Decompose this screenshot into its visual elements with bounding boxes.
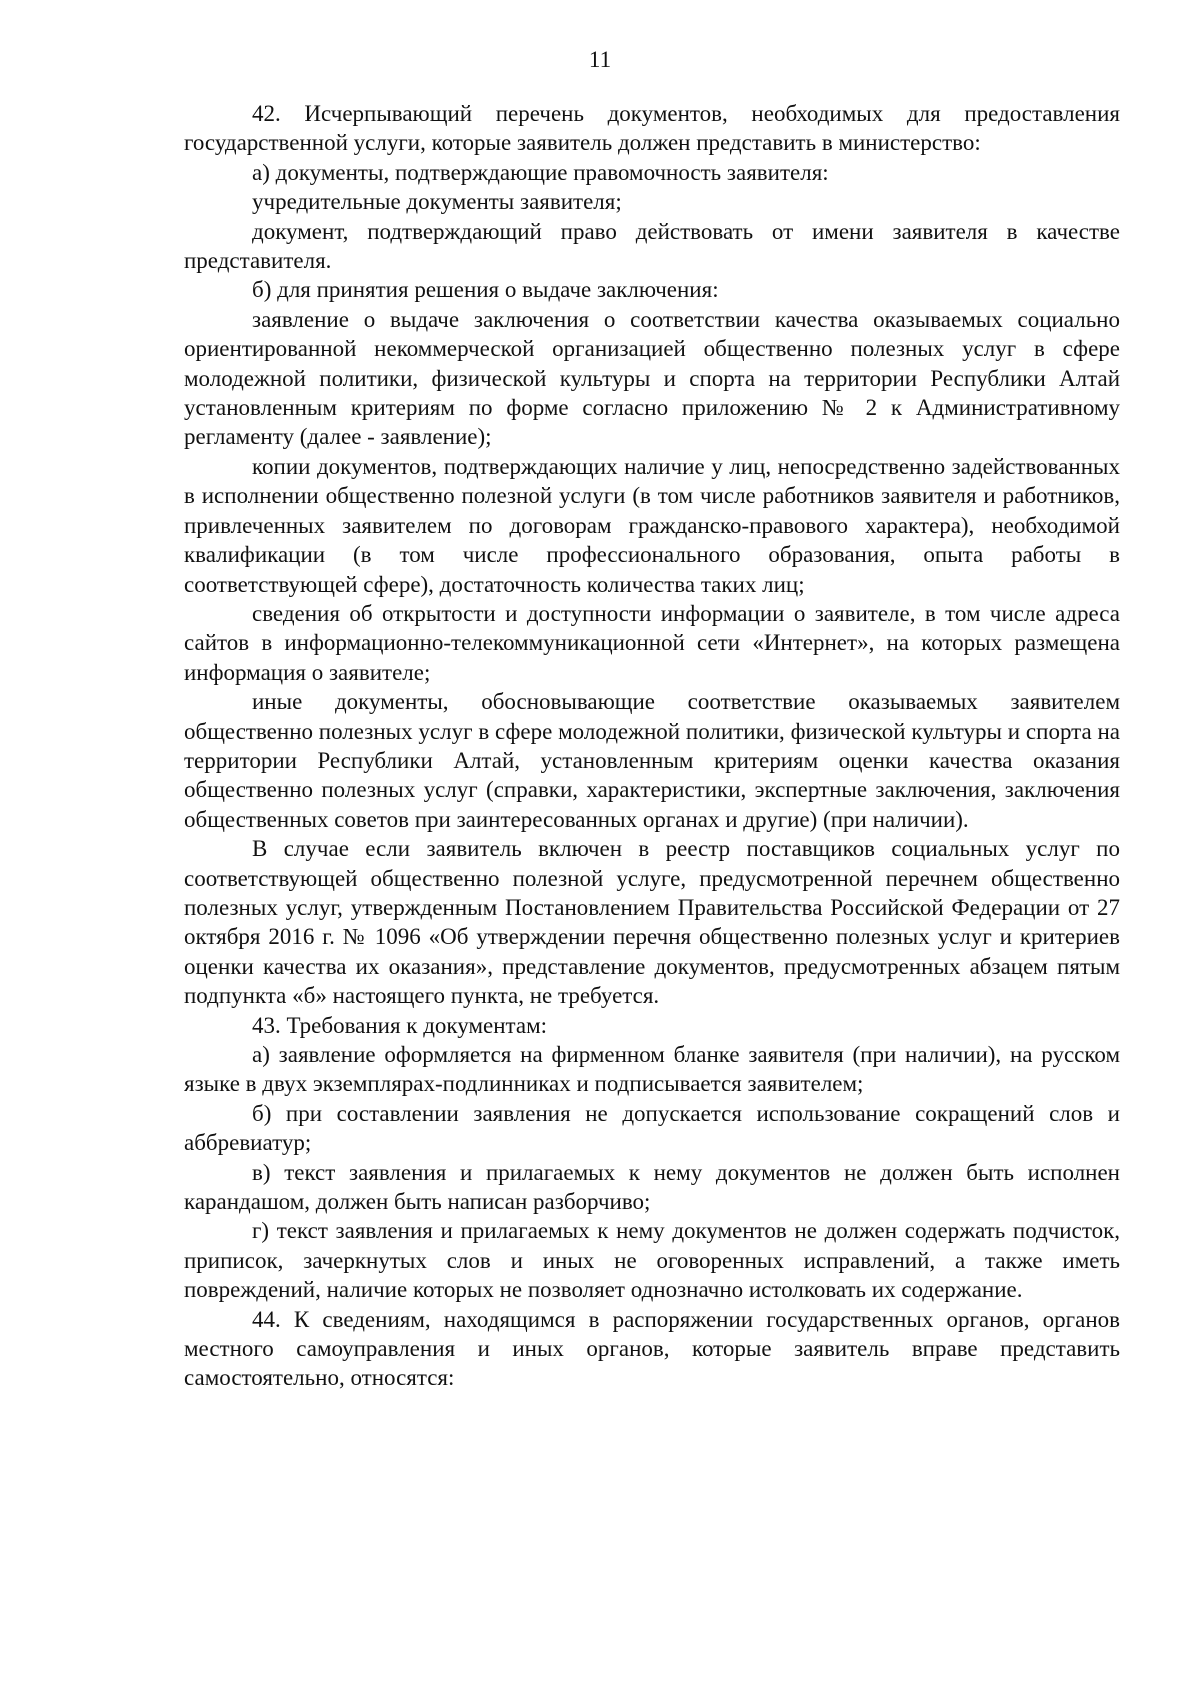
paragraph-openness-info: сведения об открытости и доступности информации о заявителе, в том числе адреса сайтов в информационно-телекоммуникационной сети «Интернет», на которых размещена информация о заявителе; [184, 600, 1120, 685]
paragraph-43-b: б) при составлении заявления не допускается использование сокращений слов и аббревиатур; [184, 1100, 1120, 1156]
paragraph-43-heading: 43. Требования к документам: [252, 1012, 548, 1038]
paragraph-qualification-copies: копии документов, подтверждающих наличие у лиц, непосредственно задействованных в исполнении общественно полезной услуги (в том числе работников заявителя и работников, привлеченных заявителем по договорам гражданско-правового характера), необходимой квалификации (в том числе профессионального образования, опыта работы в соответствующей сфере), достаточность количества таких лиц; [184, 453, 1120, 597]
page-number: 11 [588, 47, 612, 72]
paragraph-43-a: а) заявление оформляется на фирменном бланке заявителя (при наличии), на русском языке в двух экземплярах-подлинниках и подписывается заявителем; [184, 1042, 1120, 1097]
paragraph-founding-docs: учредительные документы заявителя; [252, 189, 622, 215]
document-body [184, 99, 1120, 1393]
paragraph-43-v: в) текст заявления и прилагаемых к нему документов не должен быть исполнен карандашом, должен быть написан разборчиво; [184, 1159, 1120, 1215]
paragraph-other-docs: иные документы, обосновывающие соответствие оказываемых заявителем общественно полезных услуг в сфере молодежной политики, физической культуры и спорта на территории Республики Алтай, установленным критериям оценки качества оказания общественно полезных услуг (справки, характеристики, экспертные заключения, заключения общественных советов при заинтересованных органах и другие) (при наличии). [184, 689, 1120, 832]
paragraph-registry-exception: В случае если заявитель включен в реестр поставщиков социальных услуг по соответствующей общественно полезной услуге, предусмотренной перечнем общественно полезных услуг, утвержденным Постановлением Правительства Российской Федерации от 27 октября 2016 г. № 1096 «Об утверждении перечня общественно полезных услуг и критериев оценки качества их оказания», представление документов, предусмотренных абзацем пятым подпункта «б» настоящего пункта, не требуется. [184, 836, 1120, 1009]
paragraph-application: заявление о выдаче заключения о соответствии качества оказываемых социально ориентированной некоммерческой организацией общественно полезных услуг в сфере молодежной политики, физической культуры и спорта на территории Республики Алтай установленным критериям по форме согласно приложению № 2 к Административному регламенту (далее - заявление); [184, 306, 1120, 450]
paragraph-43-g: г) текст заявления и прилагаемых к нему документов не должен содержать подчисток, приписок, зачеркнутых слов и иных не оговоренных исправлений, а также иметь повреждений, наличие которых не позволяет однозначно истолковать их содержание. [184, 1218, 1120, 1303]
paragraph-42-a: а) документы, подтверждающие правомочность заявителя: [252, 159, 829, 185]
paragraph-representative-doc: документ, подтверждающий право действовать от имени заявителя в качестве представителя. [184, 218, 1120, 274]
paragraph-42-intro: 42. Исчерпывающий перечень документов, необходимых для предоставления государственной услуги, которые заявитель должен представить в министерство: [184, 101, 1120, 156]
paragraph-42-b: б) для принятия решения о выдаче заключения: [252, 277, 719, 303]
paragraph-44: 44. К сведениям, находящимся в распоряжении государственных органов, органов местного самоуправления и иных органов, которые заявитель вправе представить самостоятельно, относятся: [184, 1306, 1120, 1391]
